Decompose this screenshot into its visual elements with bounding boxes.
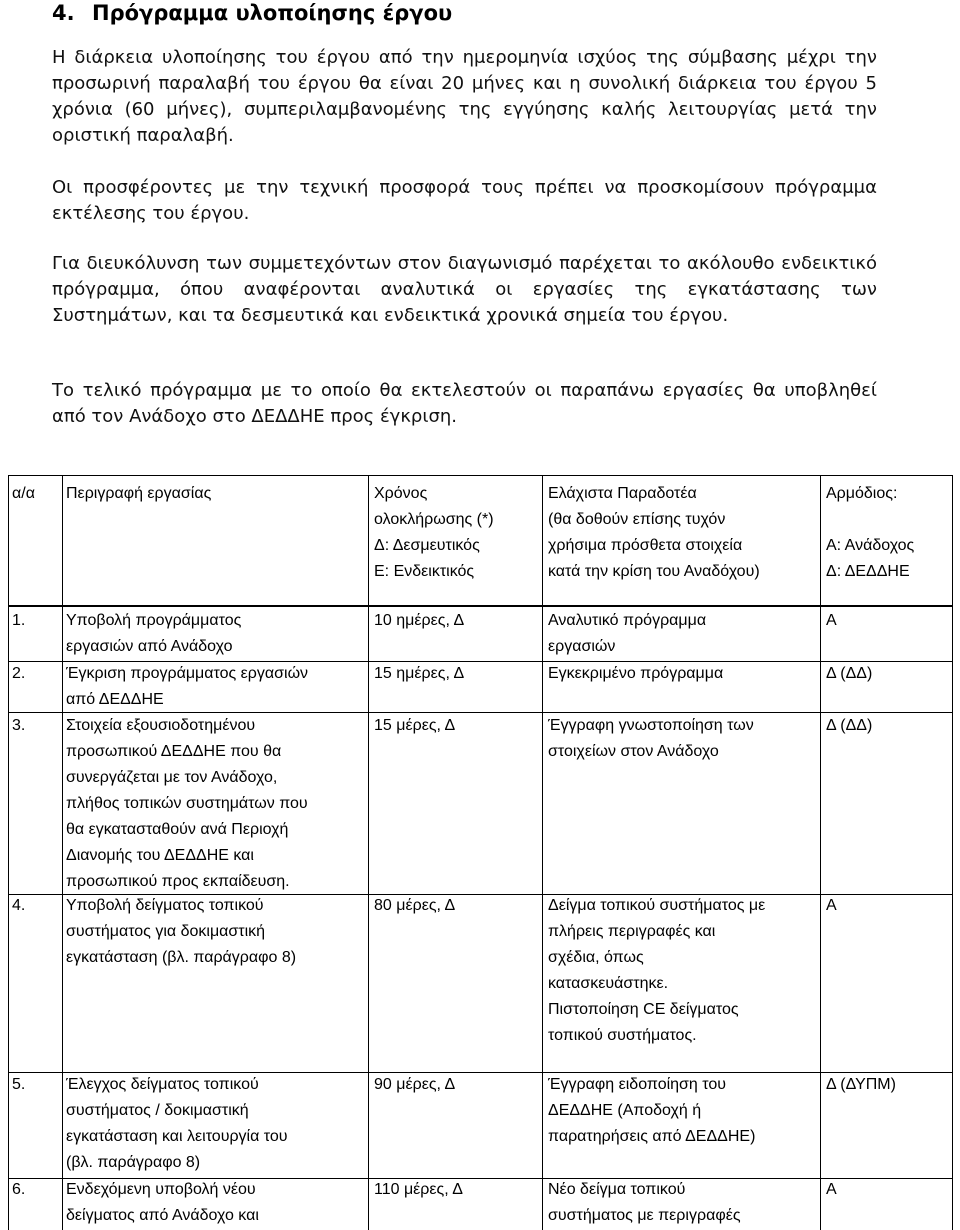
row-time: 15 ημέρες, Δ [374,665,465,682]
header-responsible: Αρμόδιος: Α: Ανάδοχος Δ: ΔΕΔΔΗΕ [826,485,915,580]
table-border-top [8,475,953,476]
header-no: α/α [12,485,35,502]
row-responsible: Δ (ΔΥΠΜ) [826,1076,896,1093]
row-responsible: Α [826,612,837,629]
row-number: 2. [12,665,26,682]
row-deliverables: Εγκεκριμένο πρόγραμμα [548,665,724,682]
row-description: Υποβολή δείγματος τοπικού συστήματος για δοκιμαστική εγκατάσταση (βλ. παράγραφο 8) [66,897,297,966]
table-border-left [8,475,9,1230]
row-number: 6. [12,1181,26,1198]
row-responsible: Δ (ΔΔ) [826,665,873,682]
row-description: Έγκριση προγράμματος εργασιών από ΔΕΔΔΗΕ [66,665,309,708]
paragraph-duration: Η διάρκεια υλοποίησης του έργου από την ημερομηνία ισχύος της σύμβασης μέχρι την προσωρινή παραλαβή του έργου θα είναι 20 μήνες και η συνολική διάρκεια του έργου 5 χρόνια (60 μήνες), συμπεριλαμβανομένης της εγγύησης καλής λειτουργίας μετά την οριστική παραλαβή. [52,47,877,146]
row-deliverables: Νέο δείγμα τοπικού συστήματος με περιγραφές [548,1181,741,1224]
row-number: 3. [12,717,26,734]
row-time: 15 μέρες, Δ [374,717,456,734]
row-description: Έλεγχος δείγματος τοπικού συστήματος / δοκιμαστική εγκατάσταση και λειτουργία του (βλ. παράγραφο 8) [66,1076,288,1171]
row-number: 5. [12,1076,26,1093]
column-divider [62,475,63,1230]
row-responsible: Δ (ΔΔ) [826,717,873,734]
table-header-divider [8,605,953,607]
row-time: 90 μέρες, Δ [374,1076,456,1093]
header-deliverables: Ελάχιστα Παραδοτέα (θα δοθούν επίσης τυχόν χρήσιμα πρόσθετα στοιχεία κατά την κρίση του Αναδόχου) [548,485,760,580]
column-divider [368,475,369,1230]
row-deliverables: Έγγραφη ειδοποίηση του ΔΕΔΔΗΕ (Αποδοχή ή παρατηρήσεις από ΔΕΔΔΗΕ) [548,1076,756,1145]
row-responsible: Α [826,897,837,914]
table-border-right [952,475,953,1230]
row-deliverables: Έγγραφη γνωστοποίηση των στοιχείων στον Ανάδοχο [548,717,754,760]
row-responsible: Α [826,1181,837,1198]
paragraph-bidders: Οι προσφέροντες με την τεχνική προσφορά τους πρέπει να προσκομίσουν πρόγραμμα εκτέλεσης του έργου. [52,177,877,224]
paragraph-final-schedule: Το τελικό πρόγραμμα με το οποίο θα εκτελεστούν οι παραπάνω εργασίες θα υποβληθεί από τον Ανάδοχο στο ΔΕΔΔΗΕ προς έγκριση. [52,380,877,427]
section-title: Πρόγραμμα υλοποίησης έργου [92,1,453,25]
row-time: 10 ημέρες, Δ [374,612,465,629]
row-description: Υποβολή προγράμματος εργασιών από Ανάδοχο [66,612,242,655]
schedule-table [8,475,953,1230]
header-time: Χρόνος ολοκλήρωσης (*) Δ: Δεσμευτικός Ε: Ενδεικτικός [374,485,494,580]
section-number: 4. [52,1,75,25]
column-divider [542,475,543,1230]
row-description: Στοιχεία εξουσιοδοτημένου προσωπικού ΔΕΔΔΗΕ που θα συνεργάζεται με τον Ανάδοχο, πλήθος τοπικών συστημάτων που θα εγκατασταθούν ανά Περιοχή Διανομής του ΔΕΔΔΗΕ και προσωπικού προς εκπαίδευση. [66,717,308,890]
row-description: Ενδεχόμενη υποβολή νέου δείγματος από Ανάδοχο και [66,1181,259,1224]
row-deliverables: Αναλυτικό πρόγραμμα εργασιών [548,612,707,655]
section-heading [52,0,452,26]
header-description: Περιγραφή εργασίας [66,485,212,502]
row-number: 4. [12,897,26,914]
row-number: 1. [12,612,26,629]
row-time: 80 μέρες, Δ [374,897,456,914]
row-time: 110 μέρες, Δ [374,1181,463,1198]
paragraph-indicative-schedule: Για διευκόλυνση των συμμετεχόντων στον διαγωνισμό παρέχεται το ακόλουθο ενδεικτικό πρόγραμμα, όπου αναφέρονται αναλυτικά οι εργασίες της εγκατάστασης των Συστημάτων, και τα δεσμευτικά και ενδεικτικά χρονικά σημεία του έργου. [52,253,877,326]
row-deliverables: Δείγμα τοπικού συστήματος με πλήρεις περιγραφές και σχέδια, όπως κατασκευάστηκε. Πιστοποίηση CE δείγματος τοπικού συστήματος. [548,897,766,1044]
